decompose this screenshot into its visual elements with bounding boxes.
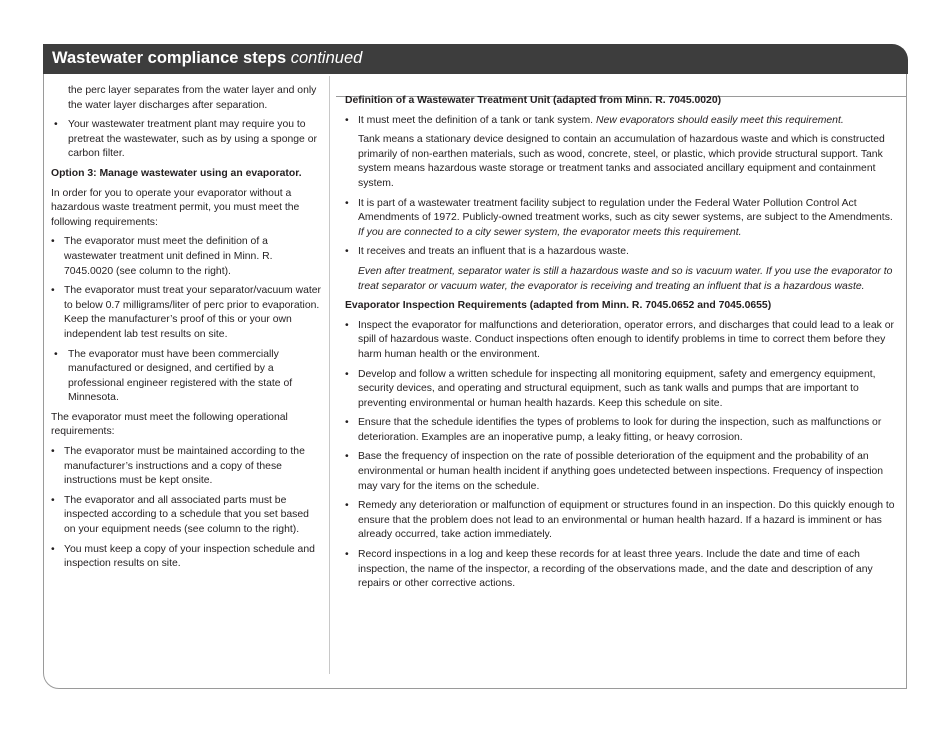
- definition-item: • It receives and treats an influent that is a hazardous waste.: [345, 246, 629, 258]
- operational-item: • The evaporator must be maintained according to the manufacturer’s instructions and a copy of these instructions must be kept onsite.: [51, 446, 305, 487]
- operational-item: • The evaporator and all associated parts must be inspected according to a schedule that you set based on your equipment needs (see column to the right).: [51, 494, 309, 536]
- requirement-item: • The evaporator must meet the definition of a wastewater treatment unit defined in Minn. R. 7045.0020 (see column to the right).: [51, 236, 273, 277]
- inspection-item: • Inspect the evaporator for malfunctions and deterioration, operator errors, and discharges that could lead to a leak or spill of hazardous waste. Conduct inspections often enough to identify problems in time to correct them before they harm human health or the environment.: [345, 319, 895, 360]
- definition-item: • It is part of a wastewater treatment facility subject to regulation under the Federal Water Pollution Control Act Amendments of 1972. Publicly-owned treatment works, such as city sewer systems, are subject to the Amendments. If you are connected to a city sewer system, the evaporator meets this requirement.: [345, 197, 893, 238]
- section-banner: [43, 44, 908, 74]
- requirement-item: • The evaporator must have been commercially manufactured or designed, and certified by a professional engineer registered with the state of Minnesota.: [54, 348, 293, 404]
- definition-heading: Definition of a Wastewater Treatment Unit (adapted from Minn. R. 7045.0020): [345, 95, 722, 106]
- tank-definition: Tank means a stationary device designed to contain an accumulation of hazardous waste and which is constructed primarily of non-earthen materials, such as wood, concrete, steel, or plastic, which provide structural support. Tank system means hazardous waste storage or treatment tanks and associated ancillary equipment and containment system.: [358, 134, 885, 189]
- left-column: [51, 84, 323, 577]
- inspection-item: • Develop and follow a written schedule for inspecting all monitoring equipment, safety and emergency equipment, security devices, and operating and structural equipment, such as tank walls and pumps that are important to preventing environmental or human health hazards. Keep this schedule on site.: [345, 368, 876, 409]
- section-title: Wastewater compliance steps continued: [52, 49, 363, 67]
- option3-intro: In order for you to operate your evaporator without a hazardous waste treatment permit, you must meet the following requirements:: [51, 187, 300, 228]
- definition-note: Even after treatment, separator water is still a hazardous waste and so is vacuum water. If you use the evaporator to treat separator or vacuum water, the evaporator is receiving and treating an influent that is a hazardous waste.: [358, 265, 893, 292]
- option3-heading: Option 3: Manage wastewater using an evaporator.: [51, 167, 302, 179]
- inspection-item: • Base the frequency of inspection on the rate of possible deterioration of the equipment and the probability of an environmental or human health incident if anything goes undetected between inspections. Frequency of inspection may vary for the items on the schedule.: [345, 451, 884, 492]
- definition-item: • It must meet the definition of a tank or tank system. New evaporators should easily meet this requirement.: [345, 114, 844, 126]
- bullet-pretreat: • Your wastewater treatment plant may require you to pretreat the wastewater, such as by using a sponge or carbon filter.: [54, 119, 317, 160]
- inspection-heading: Evaporator Inspection Requirements (adapted from Minn. R. 7045.0652 and 7045.0655): [345, 300, 772, 312]
- right-column: [345, 95, 895, 597]
- column-divider: [329, 76, 330, 674]
- continued-bullet-text: the perc layer separates from the water layer and only the water layer discharges after separation.: [68, 85, 317, 111]
- operational-item: • You must keep a copy of your inspection schedule and inspection results on site.: [51, 543, 315, 570]
- operational-intro: The evaporator must meet the following operational requirements:: [51, 411, 288, 438]
- inspection-item: • Remedy any deterioration or malfunction of equipment or structures found in an inspection. Do this quickly enough to ensure that the problem does not lead to an environmental or human health hazard. If a hazard is imminent or has already occurred, take action immediately.: [345, 500, 895, 541]
- inspection-item: • Ensure that the schedule identifies the types of problems to look for during the inspection, such as malfunctions or deterioration. Examples are an inoperative pump, a leaky fitting, or heavy corrosion.: [345, 417, 882, 443]
- section-title-suffix: continued: [290, 49, 363, 67]
- inspection-item: • Record inspections in a log and keep these records for at least three years. Include the date and time of each inspection, the name of the inspector, a recording of the observations made, and the date and description of any repairs or other corrective actions.: [345, 549, 873, 590]
- requirement-item: • The evaporator must treat your separator/vacuum water to below 0.7 milligrams/liter of perc prior to evaporation. Keep the manufacturer’s proof of this or your own independent lab test results on site.: [51, 285, 321, 340]
